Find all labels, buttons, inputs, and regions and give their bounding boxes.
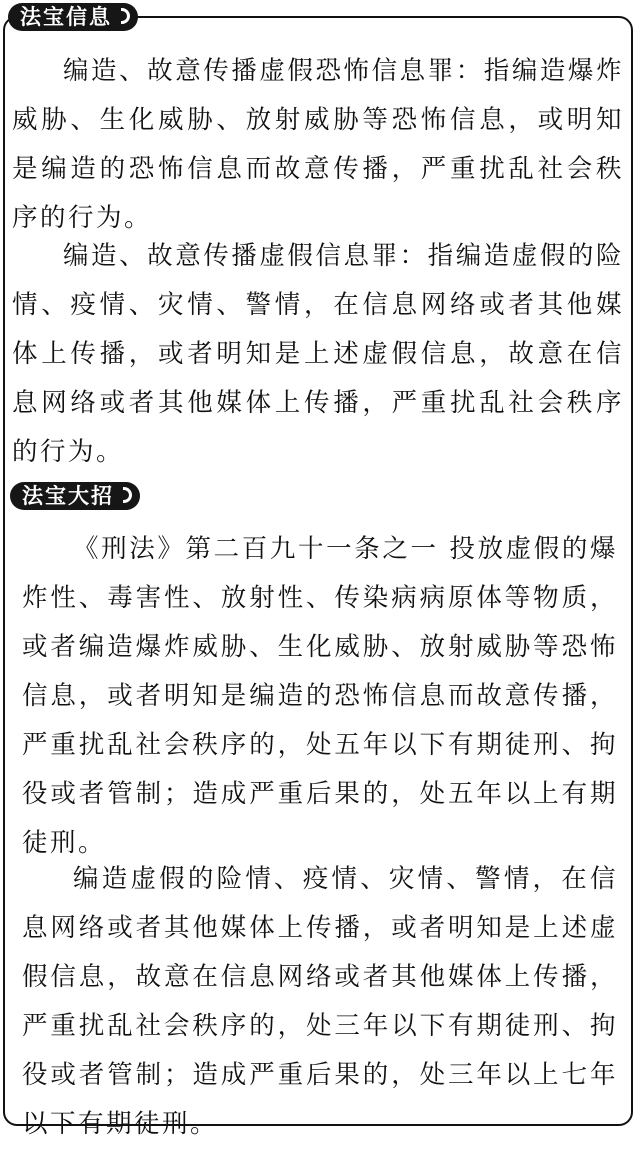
paragraph-terror-info-crime: 编造、故意传播虚假恐怖信息罪：指编造爆炸威胁、生化威胁、放射威胁等恐怖信息，或明知是编造的恐怖信息而故意传播，严重扰乱社会秩序的行为。 xyxy=(12,56,624,233)
section-tag-label: 法宝信息 xyxy=(20,5,112,29)
paragraph-criminal-law-article: 《刑法》第二百九十一条之一 投放虚假的爆炸性、毒害性、放射性、传染病病原体等物质，或者编造爆炸威胁、生化威胁、放射威胁等恐怖信息，或者明知是编造的恐怖信息而故意传播，严重扰乱社会秩序的，处五年以下有期徒刑、拘役或者管制；造成严重后果的，处五年以上有期徒刑。 xyxy=(22,534,618,858)
tag-hook-icon xyxy=(123,487,132,503)
section-tag-label: 法宝大招 xyxy=(22,484,114,508)
section-tag-legal-info xyxy=(8,3,138,31)
section-tag-legal-provisions xyxy=(10,482,140,510)
paragraph-false-info-crime: 编造、故意传播虚假信息罪：指编造虚假的险情、疫情、灾情、警情，在信息网络或者其他媒体上传播，或者明知是上述虚假信息，故意在信息网络或者其他媒体上传播，严重扰乱社会秩序的行为。 xyxy=(12,241,624,467)
tag-hook-icon xyxy=(121,8,130,24)
paragraph-criminal-law-clause-2: 编造虚假的险情、疫情、灾情、警情，在信息网络或者其他媒体上传播，或者明知是上述虚假信息，故意在信息网络或者其他媒体上传播，严重扰乱社会秩序的，处三年以下有期徒刑、拘役或者管制；造成严重后果的，处三年以上七年以下有期徒刑。 xyxy=(22,864,618,1139)
